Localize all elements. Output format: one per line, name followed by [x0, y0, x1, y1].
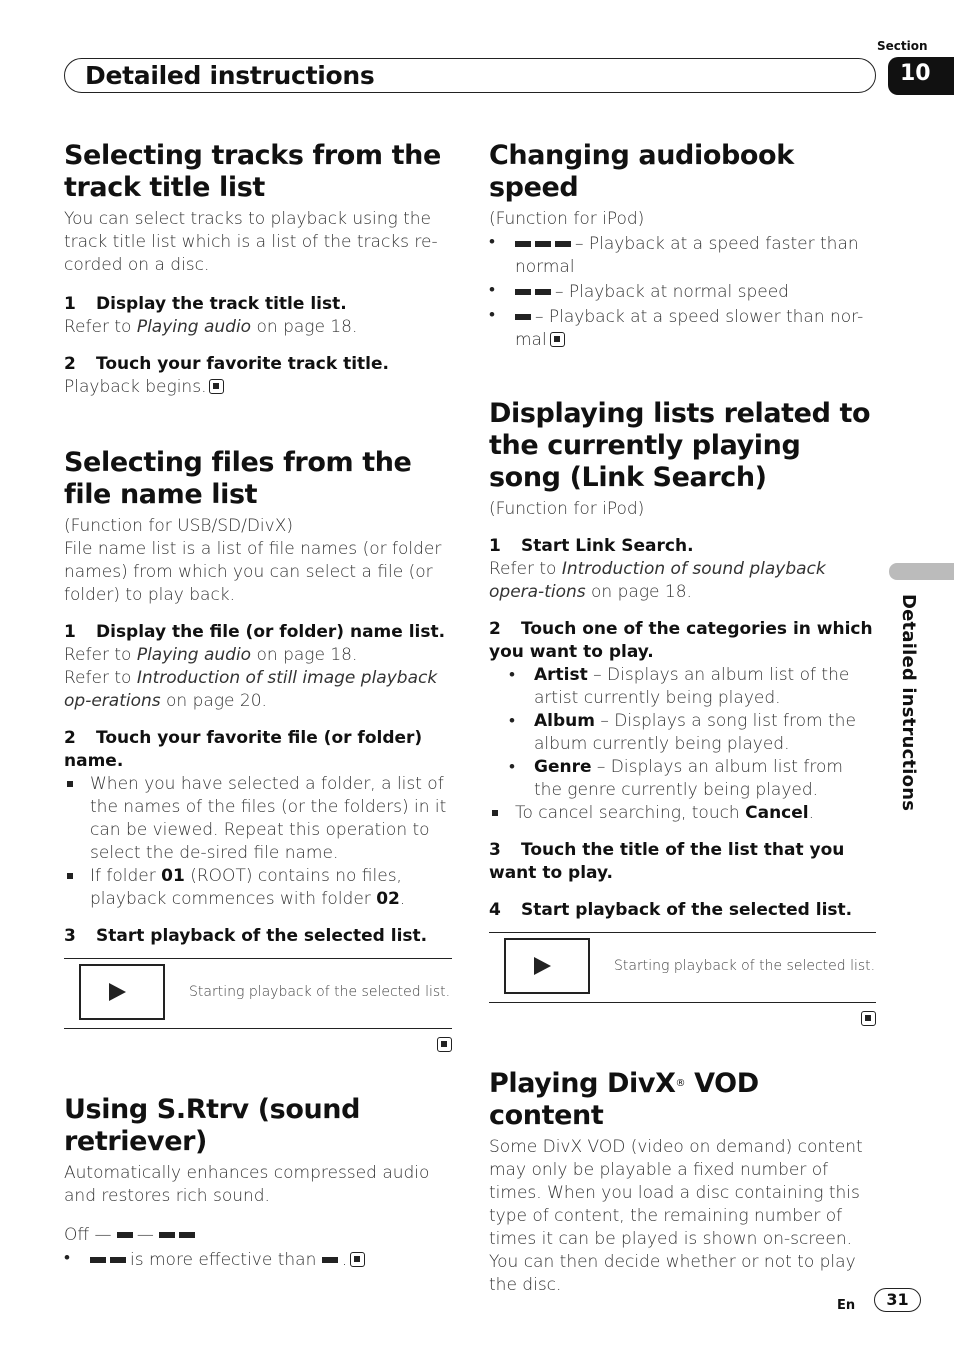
- link-category-artist: • Artist – Displays an album list of the artist currently being played.: [489, 664, 876, 710]
- files-step-3: 3 Start playback of the selected list.: [64, 926, 428, 946]
- link-play-desc: Starting playback of the selected list.: [614, 958, 876, 974]
- srtrv-bullet: • is more effective than .: [64, 1247, 452, 1272]
- level-2-icon: [159, 1222, 199, 1245]
- tracks-step-1: 1 Display the track title list.: [64, 294, 347, 314]
- tracks-step-2-body: Playback begins.: [64, 376, 452, 399]
- link-step-1: 1 Start Link Search.: [489, 536, 694, 556]
- link-step-2: 2 Touch one of the categories in which you want to play.: [489, 619, 873, 662]
- section-file-name-list: [64, 447, 452, 1054]
- files-play-desc: Starting playback of the selected list.: [189, 984, 451, 1000]
- link-category-album: • Album – Displays a song list from the album currently being played.: [489, 710, 876, 756]
- tracks-step-1-ref: Refer to Playing audio on page 18.: [64, 317, 358, 337]
- link-step-4: 4 Start playback of the selected list.: [489, 900, 853, 920]
- end-mark-icon: [209, 379, 224, 394]
- link-play-table: [489, 932, 876, 1003]
- play-icon: [534, 957, 551, 975]
- speed-slow-icon: [515, 304, 535, 327]
- end-mark-icon: [550, 332, 565, 347]
- play-icon: [109, 983, 126, 1001]
- section-track-title-list: [64, 140, 452, 399]
- files-note-1: When you have selected a folder, a list of the names of the files (or the folders) in it can be viewed. Repeat this operation to select the de-sired file name.: [64, 773, 452, 865]
- section-number-badge: 10: [888, 57, 954, 95]
- audiobook-item-slow: • – Playback at a speed slower than nor-mal: [489, 304, 876, 352]
- heading-link-search: Displaying lists related to the currently playing song (Link Search): [489, 398, 871, 493]
- heading-divx: Playing DivX® VOD content: [489, 1068, 759, 1131]
- page-title: Detailed instructions: [85, 61, 375, 90]
- link-step-1-ref: Refer to Introduction of sound playback opera-tions on page 18.: [489, 559, 826, 602]
- srtrv-intro: Automatically enhances compressed audio and restores rich sound.: [64, 1163, 430, 1206]
- section-srtrv: [64, 1094, 452, 1272]
- files-intro: File name list is a list of file names (or folder names) from which you can select a file (or folder) to play back.: [64, 539, 442, 605]
- srtrv-options: Off — —: [64, 1222, 452, 1247]
- audiobook-item-normal: • – Playback at normal speed: [489, 279, 876, 304]
- audiobook-function-note: (Function for iPod): [489, 209, 645, 229]
- page-number: 31: [874, 1288, 921, 1312]
- speed-fast-icon: [515, 231, 575, 254]
- files-step-1-ref-1: Refer to Playing audio on page 18.: [64, 645, 358, 665]
- link-category-genre: • Genre – Displays an album list from the genre currently being played.: [489, 756, 876, 802]
- play-button[interactable]: [504, 938, 590, 994]
- link-function-note: (Function for iPod): [489, 499, 645, 519]
- end-mark-icon: [350, 1252, 365, 1267]
- section-divx-vod: [489, 1068, 876, 1297]
- right-column: [489, 140, 876, 1297]
- header-bar: [64, 58, 876, 93]
- section-label: Section: [877, 39, 928, 53]
- speed-normal-icon: [515, 279, 555, 302]
- left-column: [64, 140, 452, 1272]
- heading-files: Selecting files from the file name list: [64, 447, 412, 510]
- heading-tracks: Selecting tracks from the track title list: [64, 140, 441, 203]
- level-1-icon: [117, 1222, 137, 1245]
- end-mark-icon: [861, 1011, 876, 1026]
- side-tab-label: Detailed instructions: [898, 594, 919, 812]
- footer-language: En: [837, 1298, 856, 1313]
- tracks-step-2: 2 Touch your favorite track title.: [64, 354, 389, 374]
- play-button[interactable]: [79, 964, 165, 1020]
- files-play-table: [64, 958, 452, 1029]
- divx-body: Some DivX VOD (video on demand) content may only be playable a fixed number of times. When you load a disc containing this type of content, the remaining number of times it can be played is shown on-screen. You can then decide whether or not to play the disc.: [489, 1137, 863, 1295]
- side-tab-marker: [889, 563, 954, 580]
- section-link-search: [489, 398, 876, 1028]
- level-1-icon: [322, 1247, 342, 1270]
- heading-srtrv: Using S.Rtrv (sound retriever): [64, 1094, 361, 1157]
- files-step-2: 2 Touch your favorite file (or folder) name.: [64, 728, 423, 771]
- files-step-1-ref-2: Refer to Introduction of still image playback op-erations on page 20.: [64, 668, 438, 711]
- tracks-intro: You can select tracks to playback using the track title list which is a list of the tracks re-corded on a disc.: [64, 209, 438, 275]
- link-step-3: 3 Touch the title of the list that you want to play.: [489, 840, 845, 883]
- end-mark-icon: [437, 1037, 452, 1052]
- files-function-note: (Function for USB/SD/DivX): [64, 516, 293, 536]
- files-note-2: If folder 01 (ROOT) contains no files, playback commences with folder 02.: [64, 865, 452, 911]
- level-2-icon: [90, 1247, 130, 1270]
- section-audiobook-speed: [489, 140, 876, 352]
- heading-audiobook: Changing audiobook speed: [489, 140, 794, 203]
- link-cancel-note: To cancel searching, touch Cancel.: [489, 802, 876, 825]
- files-step-1: 1 Display the file (or folder) name list.: [64, 622, 446, 642]
- audiobook-item-fast: • – Playback at a speed faster than normal: [489, 231, 876, 279]
